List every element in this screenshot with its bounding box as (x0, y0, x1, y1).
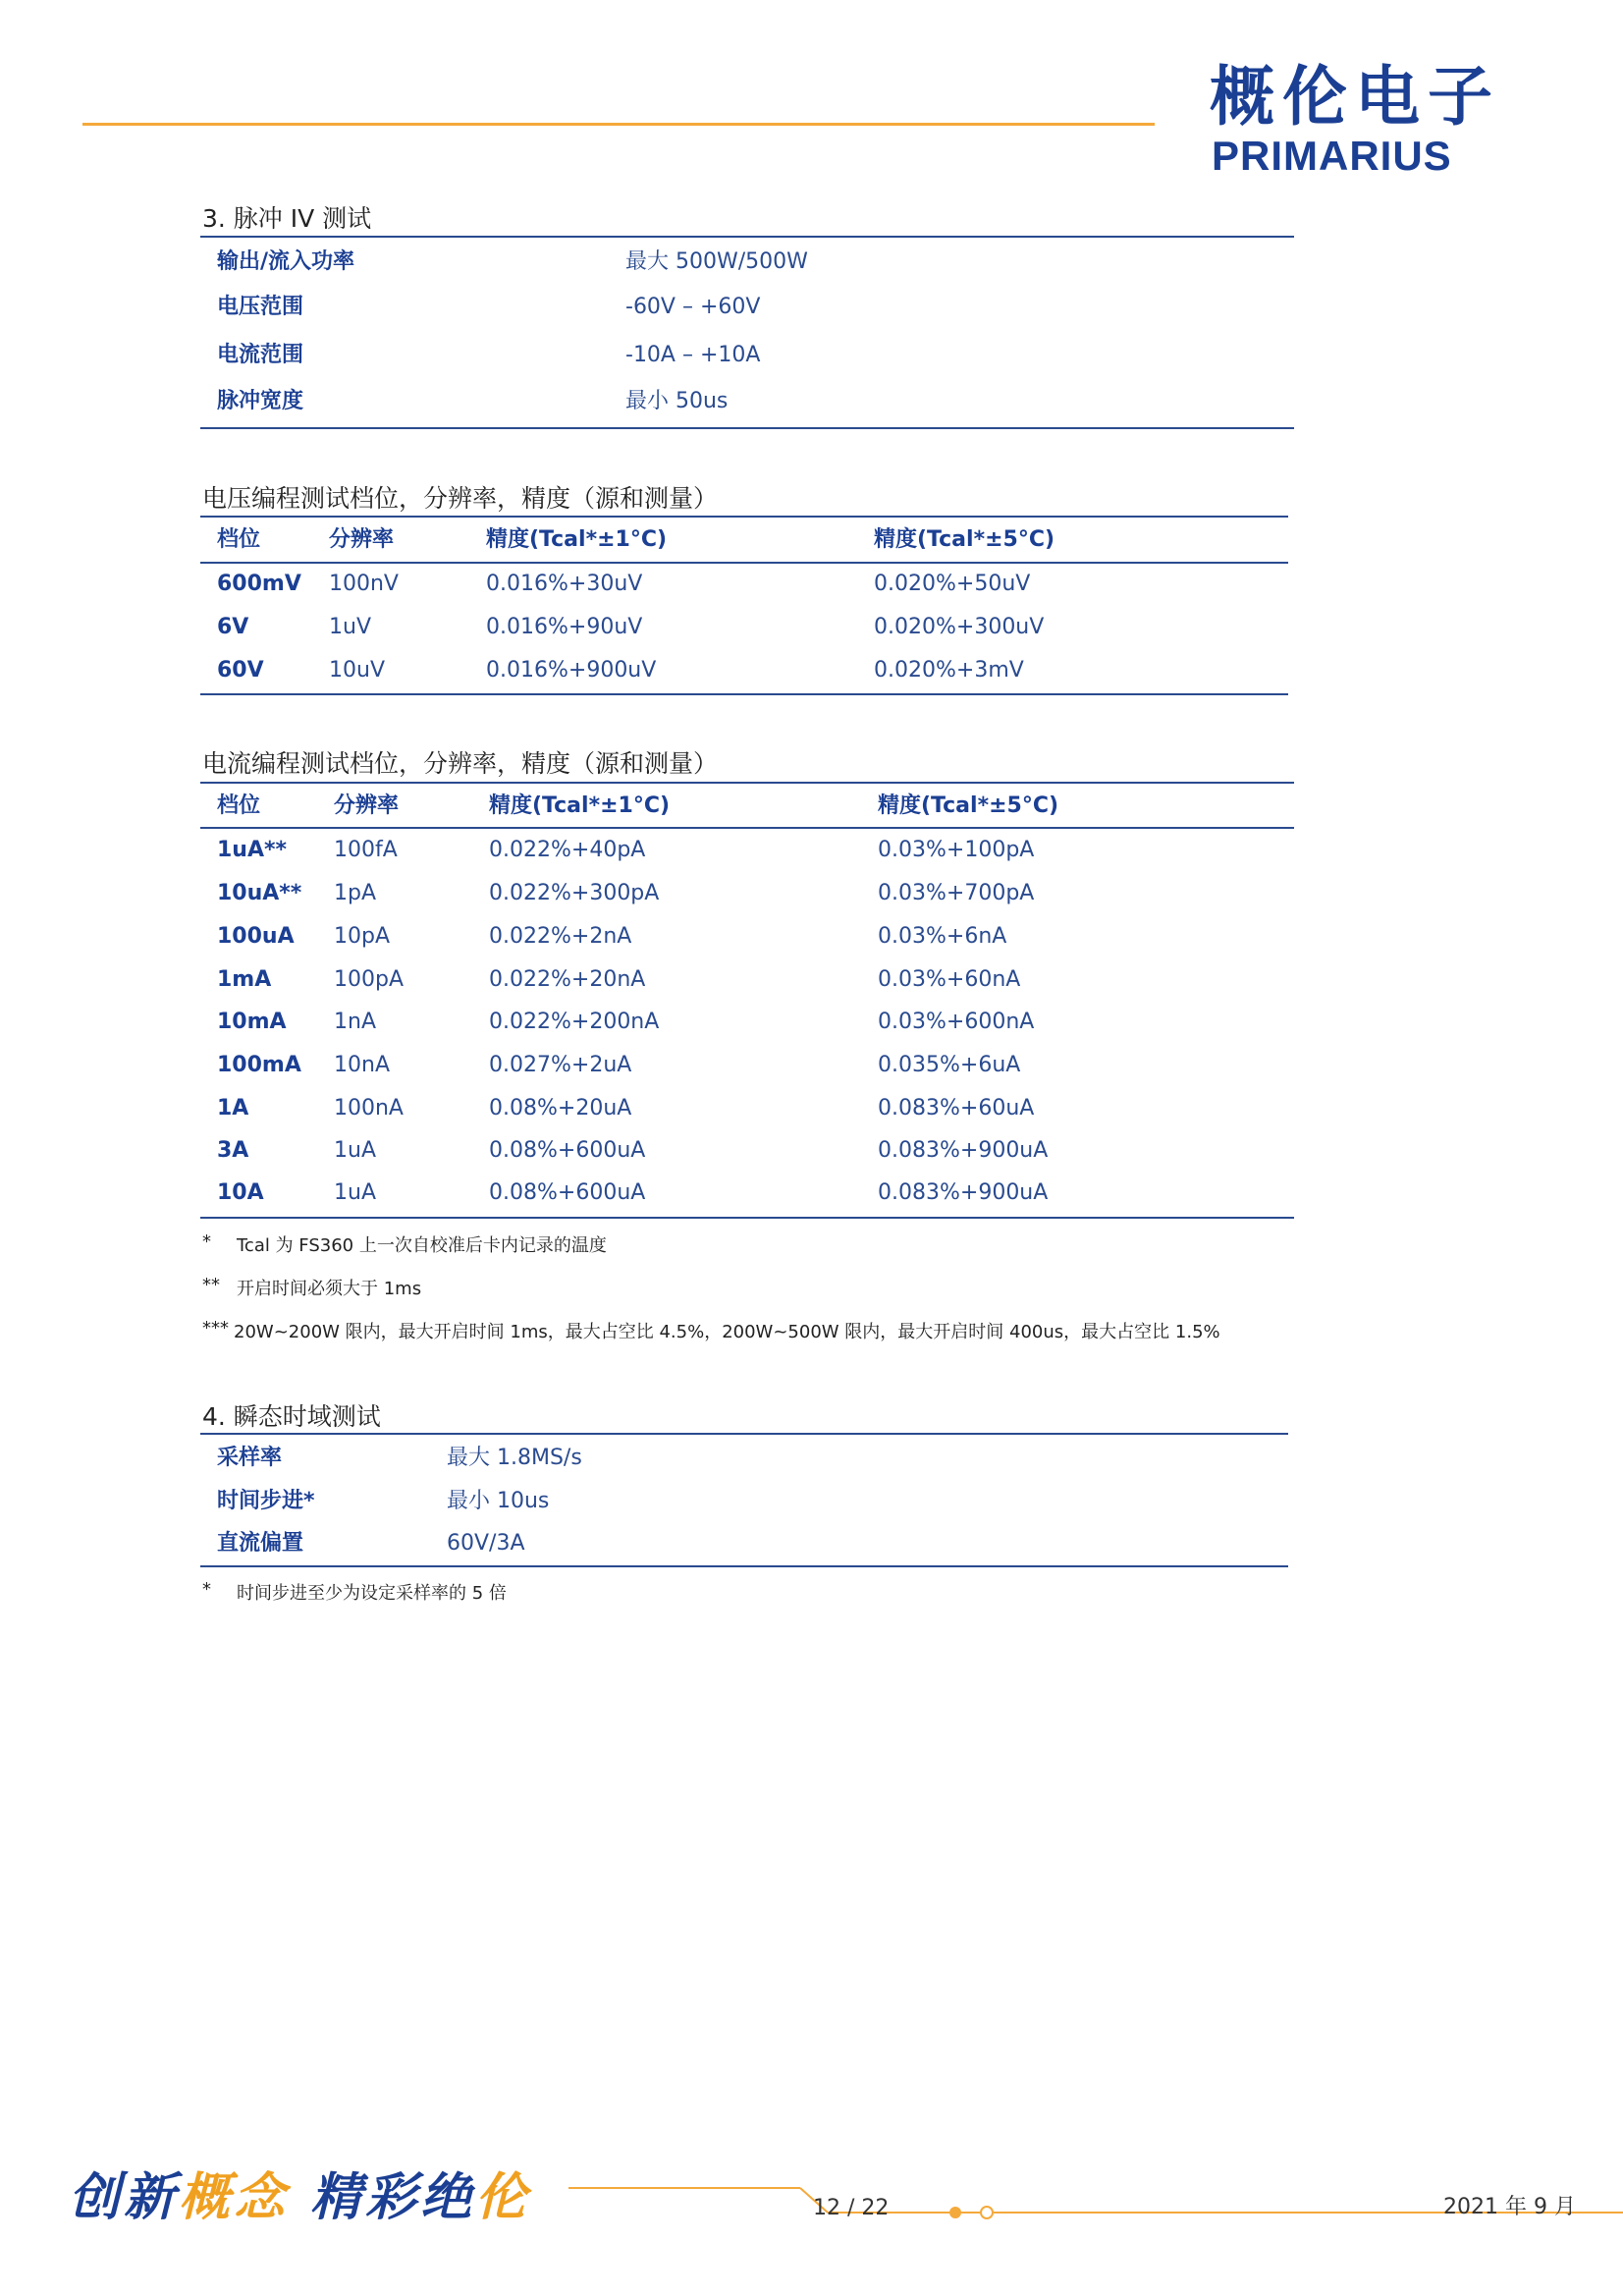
table-cell: 10nA (334, 1053, 390, 1077)
footnote-text: Tcal 为 FS360 上一次自校准后卡内记录的温度 (237, 1235, 607, 1256)
table-row-value: 最大 1.8MS/s (447, 1446, 582, 1470)
table-cell: 0.08%+600uA (489, 1180, 646, 1205)
table-cell: 1uV (329, 615, 371, 639)
table-cell: 1uA (334, 1180, 376, 1205)
table-cell: 1mA (217, 967, 272, 992)
table-cell: 10uV (329, 658, 385, 683)
column-header: 分辨率 (334, 793, 400, 818)
table-row-value: 最小 50us (625, 389, 729, 413)
table-cell: 3A (217, 1138, 249, 1163)
footnote-mark: * (202, 1579, 211, 1600)
footnote-mark: ** (202, 1275, 220, 1295)
primarius-logo (1210, 59, 1500, 179)
table-cell: 0.022%+200nA (489, 1010, 660, 1034)
footer-dot-hollow (981, 2207, 993, 2218)
column-header: 精度(Tcal*±1°C) (486, 527, 668, 552)
page-number (813, 2196, 889, 2220)
current-table-title: 电流编程测试档位，分辨率，精度（源和测量） (202, 749, 719, 778)
table-row-value: -10A – +10A (625, 343, 761, 367)
section4-bottom-rule (200, 1565, 1288, 1567)
table-cell: 1uA** (217, 838, 288, 862)
table-cell: 0.03%+700pA (878, 881, 1035, 905)
footnote-text: 开启时间必须大于 1ms (237, 1279, 422, 1299)
table-cell: 0.022%+300pA (489, 881, 660, 905)
table-cell: 10mA (217, 1010, 287, 1034)
page-current: 12 (813, 2196, 840, 2220)
table-cell: 1pA (334, 881, 377, 905)
table-cell: 0.016%+30uV (486, 572, 643, 596)
voltage-table-bottom-rule (200, 693, 1288, 695)
table-cell: 10uA** (217, 881, 302, 905)
page-separator: / (847, 2196, 855, 2220)
column-header: 精度(Tcal*±5°C) (874, 527, 1055, 552)
slogan-highlight: 伦 (475, 2167, 531, 2227)
table-row-value: 60V/3A (447, 1531, 525, 1556)
column-header: 档位 (217, 793, 261, 818)
table-cell: 0.035%+6uA (878, 1053, 1021, 1077)
table-cell: 0.03%+600nA (878, 1010, 1035, 1034)
table-cell: 0.022%+40pA (489, 838, 646, 862)
table-row-label: 电流范围 (217, 343, 304, 367)
voltage-table-header-rule (200, 562, 1288, 564)
table-cell: 0.083%+900uA (878, 1138, 1049, 1163)
table-cell: 1A (217, 1096, 249, 1121)
current-table-header-rule (200, 827, 1294, 829)
footnote-mark: *** (202, 1318, 229, 1339)
slogan-part: 精彩绝 (310, 2167, 476, 2227)
table-cell: 1uA (334, 1138, 376, 1163)
table-row-label: 时间步进* (217, 1489, 315, 1513)
table-cell: 100uA (217, 924, 295, 949)
table-cell: 100mA (217, 1053, 301, 1077)
table-row-label: 采样率 (217, 1446, 283, 1470)
section3-bottom-rule (200, 427, 1294, 429)
section3-title: 3. 脉冲 IV 测试 (202, 204, 372, 233)
table-cell: 100pA (334, 967, 405, 992)
table-cell: 0.027%+2uA (489, 1053, 632, 1077)
column-header: 精度(Tcal*±5°C) (878, 793, 1059, 818)
table-cell: 0.020%+300uV (874, 615, 1045, 639)
table-cell: 0.022%+2nA (489, 924, 632, 949)
header-rule (82, 123, 1155, 126)
footer-slogan (69, 2156, 530, 2229)
slogan-highlight: 概念 (179, 2167, 290, 2227)
voltage-table-title: 电压编程测试档位，分辨率，精度（源和测量） (202, 484, 719, 513)
current-table-top-rule (200, 782, 1294, 784)
footnote-text: 20W~200W 限内，最大开启时间 1ms，最大占空比 4.5%，200W~500W 限内，最大开启时间 400us，最大占空比 1.5% (234, 1322, 1220, 1342)
table-row-value: 最小 10us (447, 1489, 550, 1513)
table-cell: 0.020%+50uV (874, 572, 1031, 596)
table-cell: 0.022%+20nA (489, 967, 646, 992)
table-cell: 0.016%+90uV (486, 615, 643, 639)
table-cell: 0.020%+3mV (874, 658, 1024, 683)
table-cell: 0.03%+100pA (878, 838, 1035, 862)
footer-date: 2021 年 9 月 (1443, 2195, 1576, 2219)
column-header: 分辨率 (329, 527, 395, 552)
table-row-value: 最大 500W/500W (625, 249, 808, 274)
table-row-label: 电压范围 (217, 295, 304, 319)
table-cell: 60V (217, 658, 264, 683)
logo-english: PRIMARIUS (1212, 133, 1452, 179)
table-cell: 600mV (217, 572, 301, 596)
footer-dot-filled (949, 2207, 961, 2218)
column-header: 档位 (217, 527, 261, 552)
table-cell: 0.03%+6nA (878, 924, 1007, 949)
section3-top-rule (200, 236, 1294, 238)
table-cell: 0.08%+20uA (489, 1096, 632, 1121)
section4-top-rule (200, 1433, 1288, 1435)
table-cell: 100nA (334, 1096, 404, 1121)
page-total: 22 (861, 2196, 890, 2220)
table-cell: 100fA (334, 838, 398, 862)
table-cell: 1nA (334, 1010, 376, 1034)
table-row-value: -60V – +60V (625, 295, 761, 319)
table-cell: 10A (217, 1180, 264, 1205)
table-cell: 0.083%+900uA (878, 1180, 1049, 1205)
table-row-label: 输出/流入功率 (217, 249, 355, 274)
column-header: 精度(Tcal*±1°C) (489, 793, 671, 818)
table-cell: 0.083%+60uA (878, 1096, 1035, 1121)
table-cell: 0.08%+600uA (489, 1138, 646, 1163)
current-table-bottom-rule (200, 1217, 1294, 1219)
table-cell: 10pA (334, 924, 391, 949)
voltage-table-top-rule (200, 516, 1288, 518)
footnote-text: 时间步进至少为设定采样率的 5 倍 (237, 1583, 507, 1604)
table-cell: 0.016%+900uV (486, 658, 657, 683)
table-cell: 0.03%+60nA (878, 967, 1021, 992)
table-cell: 6V (217, 615, 249, 639)
footnote-mark: * (202, 1231, 211, 1252)
table-cell: 100nV (329, 572, 399, 596)
table-row-label: 直流偏置 (217, 1531, 304, 1556)
table-row-label: 脉冲宽度 (217, 389, 304, 413)
section4-title: 4. 瞬态时域测试 (202, 1402, 381, 1431)
logo-chinese: 概伦电子 (1210, 59, 1500, 135)
slogan-part: 创新 (69, 2167, 180, 2227)
